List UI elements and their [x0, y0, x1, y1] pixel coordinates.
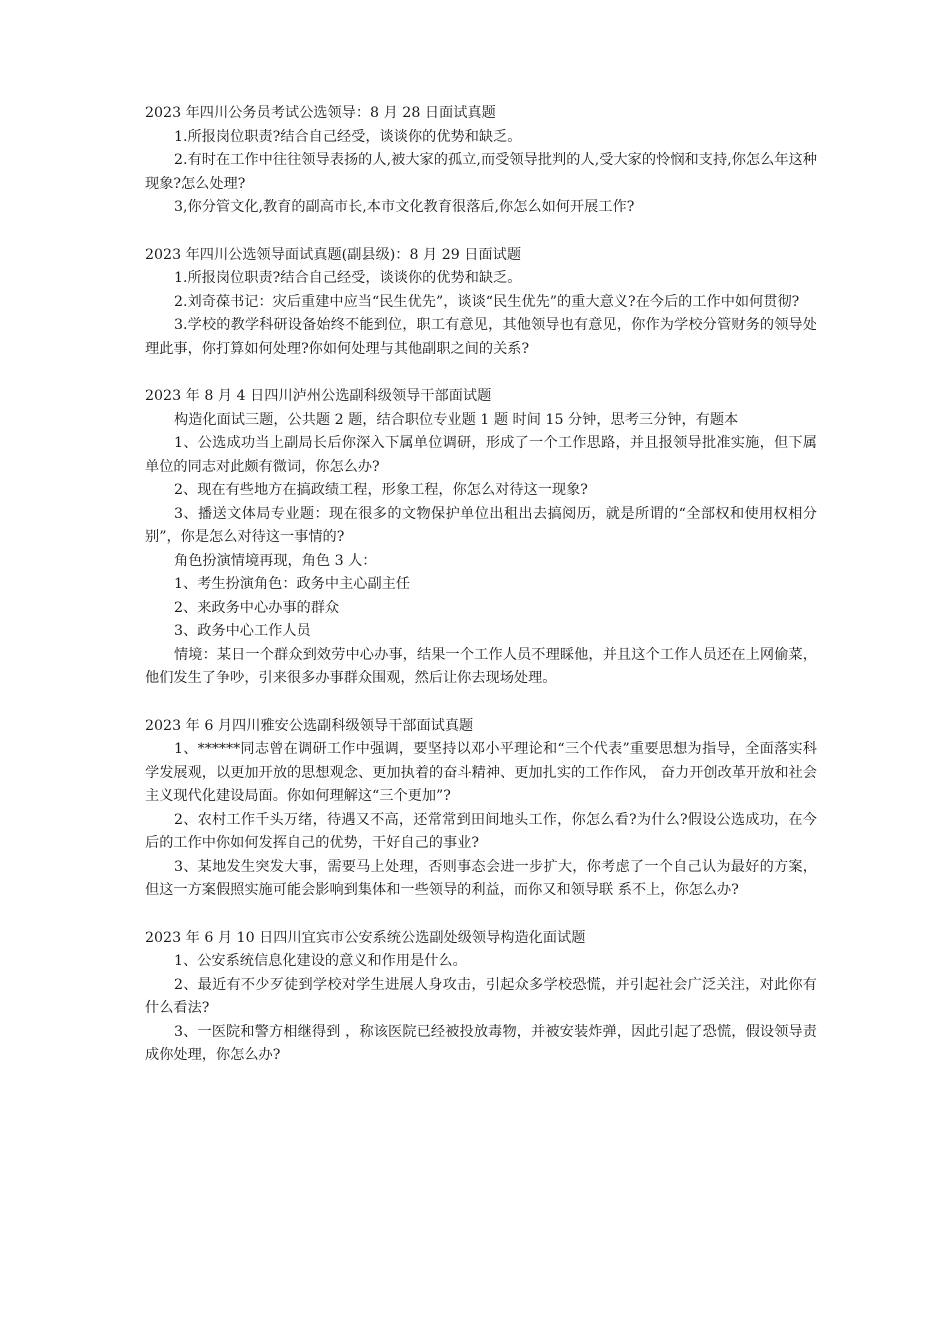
question-paragraph: 3、播送文体局专业题：现在很多的文物保护单位出租出去搞阅历，就是所谓的“全部权和使用权相分别”，你是怎么对待这一事情的? [145, 505, 817, 545]
question-paragraph: 3、政务中心工作人员 [174, 623, 311, 639]
question-paragraph: 1、******同志曾在调研工作中强调，要坚持以邓小平理论和“三个代表”重要思想为指导，全面落实科学发展观，以更加开放的思想观念、更加执着的奋斗精神、更加扎实的工作作风， 奋力开创改革开放和社会主义现代化建设局面。你如何理解这“三个更加”? [145, 741, 817, 804]
section-1 [145, 102, 817, 220]
question-paragraph: 3,你分管文化,教育的副高市长,本市文化教育很落后,你怎么如何开展工作? [174, 199, 635, 215]
question-paragraph: 2、现在有些地方在搞政绩工程，形象工程，你怎么对待这一现象? [174, 482, 588, 498]
question-paragraph: 1、公选成功当上副局长后你深入下属单位调研，形成了一个工作思路，并且报领导批准实施，但下属单位的同志对此颇有微词，你怎么办? [145, 435, 817, 475]
question-paragraph: 1、公安系统信息化建设的意义和作用是什么。 [174, 953, 467, 969]
question-paragraph: 1.所报岗位职责?结合自己经受，谈谈你的优势和缺乏。 [174, 270, 522, 286]
question-paragraph: 情境：某日一个群众到效劳中心办事，结果一个工作人员不理睬他，并且这个工作人员还在上网偷菜，他们发生了争吵，引来很多办事群众围观，然后让你去现场处理。 [145, 646, 817, 686]
question-paragraph: 2、最近有不少歹徒到学校对学生进展人身攻击，引起众多学校恐慌，并引起社会广泛关注，对此你有什么看法? [145, 976, 817, 1016]
question-paragraph: 3、一医院和警方相继得到 ，称该医院已经被投放毒物，并被安装炸弹，因此引起了恐慌，假设领导责成你处理，你怎么办? [145, 1023, 817, 1063]
section-3 [145, 385, 817, 691]
question-paragraph: 2.刘奇葆书记：灾后重建中应当“民生优先”，谈谈“民生优先”的重大意义?在今后的工作中如何贯彻? [174, 293, 800, 310]
question-paragraph: 2、来政务中心办事的群众 [174, 599, 340, 616]
section-title: 2023 年四川公务员考试公选领导：8 月 28 日面试真题 [145, 105, 496, 121]
section-title: 2023 年 6 月 10 日四川宜宾市公安系统公选副处级领导构造化面试题 [145, 929, 586, 946]
section-title: 2023 年 6 月四川雅安公选副科级领导干部面试真题 [145, 717, 474, 734]
question-paragraph: 2.有时在工作中往往领导表扬的人,被大家的孤立,而受领导批判的人,受大家的怜悯和支持,你怎么年这种现象?怎么处理? [145, 152, 817, 192]
question-paragraph: 3、某地发生突发大事，需要马上处理，否则事态会进一步扩大，你考虑了一个自己认为最好的方案，但这一方案假照实施可能会影响到集体和一些领导的利益，而你又和领导联 系不上，你怎么办? [145, 858, 817, 898]
section-4 [145, 715, 817, 903]
question-paragraph: 1.所报岗位职责?结合自己经受，谈谈你的优势和缺乏。 [174, 128, 522, 145]
document-body [145, 102, 817, 1092]
section-5 [145, 927, 817, 1068]
question-paragraph: 角色扮演情境再现，角色 3 人： [174, 552, 377, 569]
section-title: 2023 年四川公选领导面试真题(副县级)：8 月 29 日面试题 [145, 246, 522, 263]
question-paragraph: 构造化面试三题，公共题 2 题，结合职位专业题 1 题 时间 15 分钟，思考三分钟，有题本 [174, 411, 739, 428]
question-paragraph: 2、农村工作千头万绪，待遇又不高，还常常到田间地头工作，你怎么看?为什么?假设公选成功，在今后的工作中你如何发挥自己的优势，干好自己的事业? [145, 811, 817, 851]
section-title: 2023 年 8 月 4 日四川泸州公选副科级领导干部面试题 [145, 388, 492, 404]
question-paragraph: 3.学校的教学科研设备始终不能到位，职工有意见，其他领导也有意见，你作为学校分管财务的领导处理此事，你打算如何处理?你如何处理与其他副职之间的关系? [145, 317, 817, 357]
section-2 [145, 244, 817, 362]
question-paragraph: 1、考生扮演角色：政务中主心副主任 [174, 576, 411, 592]
